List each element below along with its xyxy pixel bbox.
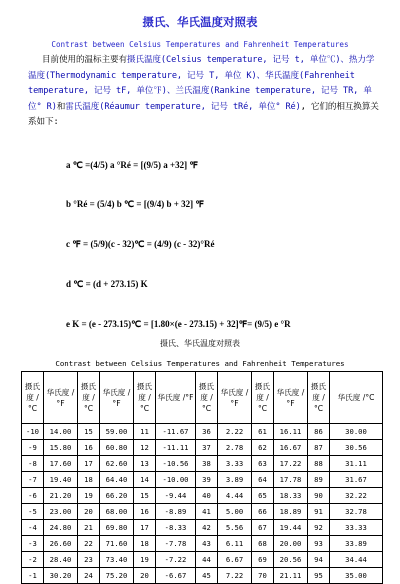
intro-segment: , 它们的相互换算关系如下: [28, 101, 379, 128]
table-cell: 33.89 [330, 536, 383, 552]
table-cell: -8 [22, 456, 44, 472]
table-cell: 16 [134, 504, 156, 520]
table-cell: 91 [308, 504, 330, 520]
intro-segment: 目前使用的温标主要有 [42, 55, 127, 65]
table-cell: 20 [134, 568, 156, 584]
formula-b: b °Ré = (5/4) b ℃ = [(9/4) b + 32] ℉ [66, 199, 204, 209]
table-cell: 17.78 [274, 472, 308, 488]
table-cell: 30.56 [330, 440, 383, 456]
table-cell: 68.00 [100, 504, 134, 520]
table-cell: 86 [308, 424, 330, 440]
table-cell: 38 [196, 456, 218, 472]
header-cell: 华氏度 /°F [218, 372, 252, 424]
table-cell: 73.40 [100, 552, 134, 568]
table-cell: 23.00 [44, 504, 78, 520]
table-cell: 62.60 [100, 456, 134, 472]
table-cell: -7 [22, 472, 44, 488]
table-cell: 20 [78, 504, 100, 520]
table-cell: -10.00 [156, 472, 196, 488]
table-row [22, 472, 383, 488]
table-cell: -11.11 [156, 440, 196, 456]
page-title: 摄氏、华氏温度对照表 [142, 15, 258, 29]
table-cell: 11 [134, 424, 156, 440]
formula-a: a ℃ =(4/5) a °Ré = [(9/5) a +32] ℉ [66, 160, 198, 170]
table-cell: 75.20 [100, 568, 134, 584]
table-cell: 71.60 [100, 536, 134, 552]
table-cell: 5.00 [218, 504, 252, 520]
table-cell: 66 [252, 504, 274, 520]
table-cell: 28.40 [44, 552, 78, 568]
table-body [22, 424, 383, 584]
table-cell: 22 [78, 536, 100, 552]
table-subcaption: Contrast between Celsius Temperatures and Fahrenheit Temperatures [55, 359, 345, 368]
table-cell: 64.40 [100, 472, 134, 488]
table-cell: 45 [196, 568, 218, 584]
table-cell: -8.33 [156, 520, 196, 536]
table-cell: 6.11 [218, 536, 252, 552]
table-cell: 6.67 [218, 552, 252, 568]
table-cell: -5 [22, 504, 44, 520]
table-cell: 37 [196, 440, 218, 456]
table-cell: 88 [308, 456, 330, 472]
table-cell: 16.67 [274, 440, 308, 456]
table-cell: 61 [252, 424, 274, 440]
intro-segment: 和 [56, 101, 66, 112]
table-row [22, 424, 383, 440]
table-cell: 2.78 [218, 440, 252, 456]
table-cell: -4 [22, 520, 44, 536]
table-cell: 66.20 [100, 488, 134, 504]
table-cell: -3 [22, 536, 44, 552]
table-cell: -7.22 [156, 552, 196, 568]
table-cell: 30.20 [44, 568, 78, 584]
table-cell: 67 [252, 520, 274, 536]
table-cell: 7.22 [218, 568, 252, 584]
table-cell: -9 [22, 440, 44, 456]
header-cell: 摄氏度 /°C [22, 372, 44, 424]
table-cell: 23 [78, 552, 100, 568]
table-cell: 95 [308, 568, 330, 584]
table-cell: 13 [134, 456, 156, 472]
table-cell: -11.67 [156, 424, 196, 440]
table-cell: 34.44 [330, 552, 383, 568]
table-cell: -1 [22, 568, 44, 584]
table-cell: 40 [196, 488, 218, 504]
table-cell: 18.89 [274, 504, 308, 520]
table-cell: 17 [134, 520, 156, 536]
table-row [22, 520, 383, 536]
table-cell: 16 [78, 440, 100, 456]
table-cell: 18 [78, 472, 100, 488]
table-cell: 87 [308, 440, 330, 456]
table-cell: 20.00 [274, 536, 308, 552]
table-cell: 30.00 [330, 424, 383, 440]
table-cell: 32.22 [330, 488, 383, 504]
table-cell: 16.11 [274, 424, 308, 440]
table-cell: 33.33 [330, 520, 383, 536]
header-cell: 华氏度 /°F [44, 372, 78, 424]
intro-paragraph [28, 53, 380, 131]
table-cell: 43 [196, 536, 218, 552]
page-subtitle: Contrast between Celsius Temperatures and Fahrenheit Temperatures [51, 40, 349, 49]
table-cell: 44 [196, 552, 218, 568]
table-cell: 3.89 [218, 472, 252, 488]
table-cell: 26.60 [44, 536, 78, 552]
table-cell: 5.56 [218, 520, 252, 536]
table-cell: -6.67 [156, 568, 196, 584]
intro-segment: 雷氏温度(Réaumur temperature, 记号 tRé, 单位° Ré) [65, 101, 301, 112]
table-cell: 94 [308, 552, 330, 568]
intro-segment: 摄氏温度(Celsius temperature, 记号 t, 单位℃)、热力学温度(Thermodynamic temperature, 记号 T, 单位 K)、华氏温度(Fahrenheit temperature, 记号 tF, 单位℉)、兰氏温度(Rankine temperature, 记号 TR, 单位° R) [28, 55, 375, 112]
header-cell: 摄氏度 /°C [252, 372, 274, 424]
table-cell: 19.40 [44, 472, 78, 488]
table-cell: 15 [78, 424, 100, 440]
table-cell: 90 [308, 488, 330, 504]
table-cell: 21 [78, 520, 100, 536]
table-cell: 41 [196, 504, 218, 520]
table-cell: 24.80 [44, 520, 78, 536]
table-cell: 36 [196, 424, 218, 440]
header-cell: 摄氏度 /°C [134, 372, 156, 424]
table-cell: 92 [308, 520, 330, 536]
table-row [22, 536, 383, 552]
table-cell: 21.20 [44, 488, 78, 504]
table-cell: 93 [308, 536, 330, 552]
table-row [22, 440, 383, 456]
table-cell: 60.80 [100, 440, 134, 456]
table-cell: 69.80 [100, 520, 134, 536]
formula-c: c ℉ = (5/9)(c - 32)℃ = (4/9) (c - 32)°Ré [66, 239, 215, 249]
table-row [22, 488, 383, 504]
table-cell: 19 [134, 552, 156, 568]
table-cell: 19 [78, 488, 100, 504]
table-cell: 17 [78, 456, 100, 472]
table-cell: 4.44 [218, 488, 252, 504]
table-row [22, 456, 383, 472]
table-cell: 12 [134, 440, 156, 456]
table-cell: 24 [78, 568, 100, 584]
table-cell: 70 [252, 568, 274, 584]
table-cell: 19.44 [274, 520, 308, 536]
header-cell: 华氏度 /°F [156, 372, 196, 424]
table-cell: 14.00 [44, 424, 78, 440]
table-cell: 15 [134, 488, 156, 504]
table-caption: 摄氏、华氏温度对照表 [160, 339, 240, 348]
table-cell: 20.56 [274, 552, 308, 568]
table-cell: -9.44 [156, 488, 196, 504]
table-cell: -10 [22, 424, 44, 440]
table-cell: 35.00 [330, 568, 383, 584]
table-cell: 31.67 [330, 472, 383, 488]
table-cell: 31.11 [330, 456, 383, 472]
table-cell: 39 [196, 472, 218, 488]
table-cell: 62 [252, 440, 274, 456]
table-cell: 15.80 [44, 440, 78, 456]
table-cell: 42 [196, 520, 218, 536]
table-cell: -10.56 [156, 456, 196, 472]
table-cell: 32.78 [330, 504, 383, 520]
formula-d: d ℃ = (d + 273.15) K [66, 279, 148, 289]
header-cell: 华氏度 /°F [274, 372, 308, 424]
header-cell: 摄氏度 /°C [78, 372, 100, 424]
table-cell: -8.89 [156, 504, 196, 520]
table-cell: 18.33 [274, 488, 308, 504]
table-cell: 59.00 [100, 424, 134, 440]
conversion-table [21, 371, 383, 584]
table-cell: 21.11 [274, 568, 308, 584]
table-cell: -7.78 [156, 536, 196, 552]
table-cell: 65 [252, 488, 274, 504]
table-cell: 68 [252, 536, 274, 552]
table-cell: 89 [308, 472, 330, 488]
table-cell: 63 [252, 456, 274, 472]
table-cell: 69 [252, 552, 274, 568]
table-row [22, 568, 383, 584]
table-cell: 18 [134, 536, 156, 552]
header-cell: 华氏度 /°C [330, 372, 383, 424]
table-cell: -6 [22, 488, 44, 504]
table-cell: 14 [134, 472, 156, 488]
header-cell: 摄氏度 /°C [196, 372, 218, 424]
table-cell: -2 [22, 552, 44, 568]
header-cell: 华氏度 /°F [100, 372, 134, 424]
header-cell: 摄氏度 /°C [308, 372, 330, 424]
table-cell: 17.22 [274, 456, 308, 472]
table-cell: 3.33 [218, 456, 252, 472]
table-cell: 17.60 [44, 456, 78, 472]
formula-e: e K = (e - 273.15)℃ = [1.80×(e - 273.15) + 32]℉= (9/5) e °R [66, 319, 291, 329]
table-row [22, 552, 383, 568]
table-header-row [22, 372, 383, 424]
table-cell: 64 [252, 472, 274, 488]
table-cell: 2.22 [218, 424, 252, 440]
table-row [22, 504, 383, 520]
